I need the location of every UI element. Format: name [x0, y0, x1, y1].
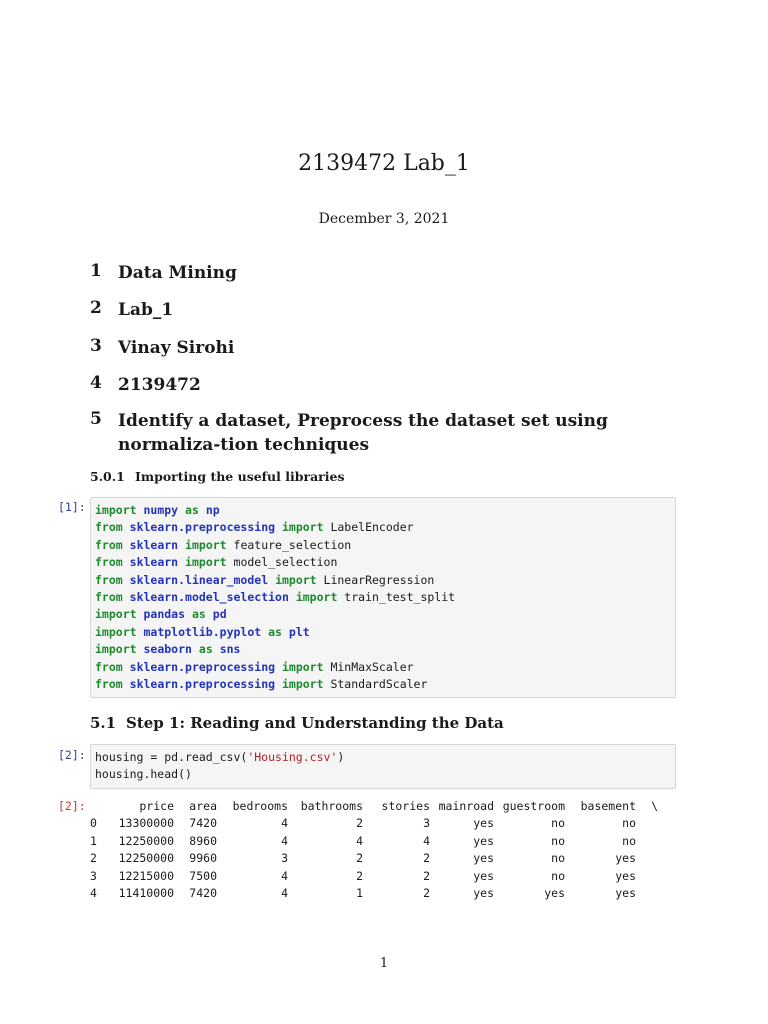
table-row	[90, 868, 658, 885]
input-prompt: [2]:	[58, 748, 86, 762]
section-heading	[90, 409, 678, 457]
page-number: 1	[379, 956, 389, 971]
code-token: import	[281, 520, 324, 535]
code-line	[95, 641, 671, 658]
code-token: import	[95, 642, 137, 657]
table-row	[90, 850, 658, 867]
code-token	[282, 625, 289, 639]
table-cell: 4	[281, 868, 288, 883]
table-header-cell: price	[139, 799, 174, 813]
table-cell: 4	[423, 833, 430, 848]
table-cell: 2	[356, 851, 363, 866]
subsection-number: 5.0.1	[90, 469, 125, 484]
table-cell: 4	[281, 816, 288, 831]
code-token	[123, 677, 130, 691]
table-cell: 2	[356, 816, 363, 831]
code-token: pd	[212, 607, 227, 622]
table-cell: yes	[615, 886, 636, 901]
code-token: as	[198, 642, 213, 657]
table-header-row	[90, 798, 658, 815]
code-token: import	[281, 659, 324, 674]
code-token	[178, 538, 185, 552]
code-token	[199, 503, 206, 517]
code-line	[95, 624, 671, 641]
table-row	[90, 885, 658, 902]
table-cell: 12250000	[118, 833, 174, 848]
code-token: plt	[288, 624, 310, 639]
table-cell: 7420	[189, 816, 217, 831]
code-token: sklearn	[129, 537, 179, 552]
section-number: 3	[90, 336, 102, 356]
code-token: sns	[219, 642, 241, 657]
section-title: Vinay Sirohi	[118, 338, 235, 358]
code-token: sklearn.preprocessing	[129, 677, 276, 692]
code-line	[95, 519, 671, 536]
code-token: import	[295, 590, 338, 605]
document-date: December 3, 2021	[318, 211, 450, 227]
code-line	[95, 749, 671, 766]
table-header-cell: \	[651, 799, 658, 813]
code-token: from	[95, 537, 123, 552]
code-token	[289, 590, 296, 604]
code-token: import	[185, 537, 227, 552]
table-cell: 7500	[189, 868, 217, 883]
table-cell: no	[622, 816, 636, 831]
table-cell: 12215000	[118, 868, 174, 883]
table-header-cell: bathrooms	[300, 799, 363, 813]
code-token: train_test_split	[337, 590, 456, 605]
section-number: 1	[90, 261, 102, 281]
table-header-cell: basement	[580, 799, 636, 813]
section-heading	[90, 298, 678, 322]
section-title: Lab_1	[118, 300, 174, 320]
table-cell: yes	[473, 868, 494, 883]
table-cell: no	[551, 833, 565, 848]
table-cell: yes	[615, 868, 636, 883]
table-cell: yes	[473, 851, 494, 866]
section-heading	[90, 336, 678, 360]
table-header-cell: mainroad	[438, 799, 494, 813]
table-cell: yes	[544, 886, 565, 901]
table-header-cell: guestroom	[502, 799, 565, 813]
table-cell: no	[622, 833, 636, 848]
document-title: 2139472 Lab_1	[298, 151, 470, 176]
code-line	[95, 659, 671, 676]
table-cell: 1	[356, 886, 363, 901]
code-token: import	[95, 503, 137, 517]
table-cell: 13300000	[118, 816, 174, 831]
code-token: as	[185, 503, 199, 517]
table-cell: yes	[473, 833, 494, 848]
code-token: from	[95, 555, 123, 570]
code-token: sklearn.preprocessing	[129, 520, 276, 535]
code-token: import	[95, 624, 137, 639]
code-token: housing.head()	[95, 767, 192, 782]
code-line	[95, 606, 671, 623]
table-header-cell: bedrooms	[232, 799, 288, 813]
code-token: import	[185, 555, 227, 570]
table-cell: 2	[423, 886, 430, 901]
code-line	[95, 676, 671, 693]
table-cell: 2	[423, 868, 430, 883]
code-token: seaborn	[143, 642, 192, 657]
code-token: from	[95, 677, 123, 692]
code-token: from	[95, 572, 123, 587]
table-cell: 2	[90, 851, 97, 866]
table-cell: 2	[356, 868, 363, 883]
section-heading	[90, 373, 678, 397]
section-number: 2	[90, 298, 102, 318]
table-cell: 0	[90, 816, 97, 831]
table-cell: yes	[473, 886, 494, 901]
code-token	[123, 590, 130, 604]
code-token	[206, 607, 213, 621]
code-token	[123, 538, 130, 552]
section-title: 2139472	[118, 375, 201, 395]
code-token: import	[95, 607, 137, 622]
code-line	[95, 589, 671, 606]
section-number: 5	[90, 409, 102, 429]
table-cell: yes	[615, 851, 636, 866]
table-cell: 3	[281, 851, 288, 866]
table-cell: 7420	[189, 886, 217, 901]
code-token	[185, 607, 192, 621]
code-token	[123, 555, 130, 569]
code-token: feature_selection	[226, 537, 352, 552]
code-token: StandardScaler	[323, 677, 428, 692]
section-title: Identify a dataset, Preprocess the dataset set using normaliza-tion techniques	[118, 411, 608, 455]
code-token: LinearRegression	[316, 572, 435, 587]
section-heading	[90, 261, 678, 285]
table-cell: 3	[423, 816, 430, 831]
table-header-cell: area	[189, 799, 217, 813]
code-cell[interactable]	[90, 744, 676, 789]
code-token	[178, 555, 185, 569]
section-number: 4	[90, 373, 102, 393]
code-token: pandas	[143, 607, 186, 622]
code-token: as	[268, 624, 282, 639]
table-cell: 1	[90, 833, 97, 848]
subsection-heading	[90, 714, 504, 732]
output-prompt: [2]:	[58, 799, 86, 813]
table-row	[90, 833, 658, 850]
table-cell: no	[551, 851, 565, 866]
code-token: 'Housing.csv'	[247, 750, 338, 764]
code-line	[95, 766, 671, 783]
code-line	[95, 554, 671, 571]
code-token: LabelEncoder	[323, 520, 414, 535]
code-token	[275, 660, 282, 674]
code-token: from	[95, 520, 123, 535]
output-table	[90, 798, 658, 902]
code-token: import	[275, 572, 317, 587]
code-line	[95, 502, 671, 519]
code-token	[275, 677, 282, 691]
code-token: MinMaxScaler	[323, 659, 414, 674]
code-token: sklearn.model_selection	[129, 590, 289, 605]
table-row	[90, 815, 658, 832]
table-cell: no	[551, 868, 565, 883]
table-cell: 4	[356, 833, 363, 848]
table-cell: 9960	[189, 851, 217, 866]
code-token: numpy	[143, 503, 179, 517]
code-token: sklearn	[129, 555, 179, 570]
table-header-cell: stories	[381, 799, 430, 813]
table-header-cell	[90, 798, 112, 815]
subsection-heading	[90, 469, 345, 484]
table-cell: 4	[281, 833, 288, 848]
table-cell: 12250000	[118, 851, 174, 866]
code-token	[123, 660, 130, 674]
code-token: sklearn.preprocessing	[129, 659, 276, 674]
code-token	[178, 503, 185, 517]
code-token	[123, 573, 130, 587]
code-token: np	[205, 503, 220, 517]
subsection-title: Step 1: Reading and Understanding the Data	[126, 714, 504, 732]
code-token: model_selection	[226, 555, 338, 570]
code-token: housing = pd.read_csv(	[95, 750, 248, 764]
code-token	[123, 520, 130, 534]
code-token	[275, 520, 282, 534]
table-cell: 2	[423, 851, 430, 866]
code-token: matplotlib.pyplot	[143, 624, 262, 639]
table-cell: no	[551, 816, 565, 831]
code-token: from	[95, 590, 123, 605]
subsection-number: 5.1	[90, 714, 117, 732]
code-cell[interactable]	[90, 497, 676, 698]
table-cell: yes	[473, 816, 494, 831]
code-token: )	[337, 750, 345, 764]
table-cell: 3	[90, 868, 97, 883]
code-token: import	[281, 677, 324, 692]
input-prompt: [1]:	[58, 500, 86, 514]
table-cell: 8960	[189, 833, 217, 848]
table-cell: 4	[281, 886, 288, 901]
code-line	[95, 572, 671, 589]
subsection-title: Importing the useful libraries	[135, 469, 345, 484]
section-title: Data Mining	[118, 263, 237, 283]
code-token: sklearn.linear_model	[129, 572, 269, 587]
table-cell: 11410000	[118, 886, 174, 901]
table-cell: 4	[90, 886, 97, 901]
code-token	[213, 642, 220, 656]
code-token: from	[95, 659, 123, 674]
code-line	[95, 537, 671, 554]
code-token	[192, 642, 199, 656]
code-token: as	[191, 607, 206, 622]
